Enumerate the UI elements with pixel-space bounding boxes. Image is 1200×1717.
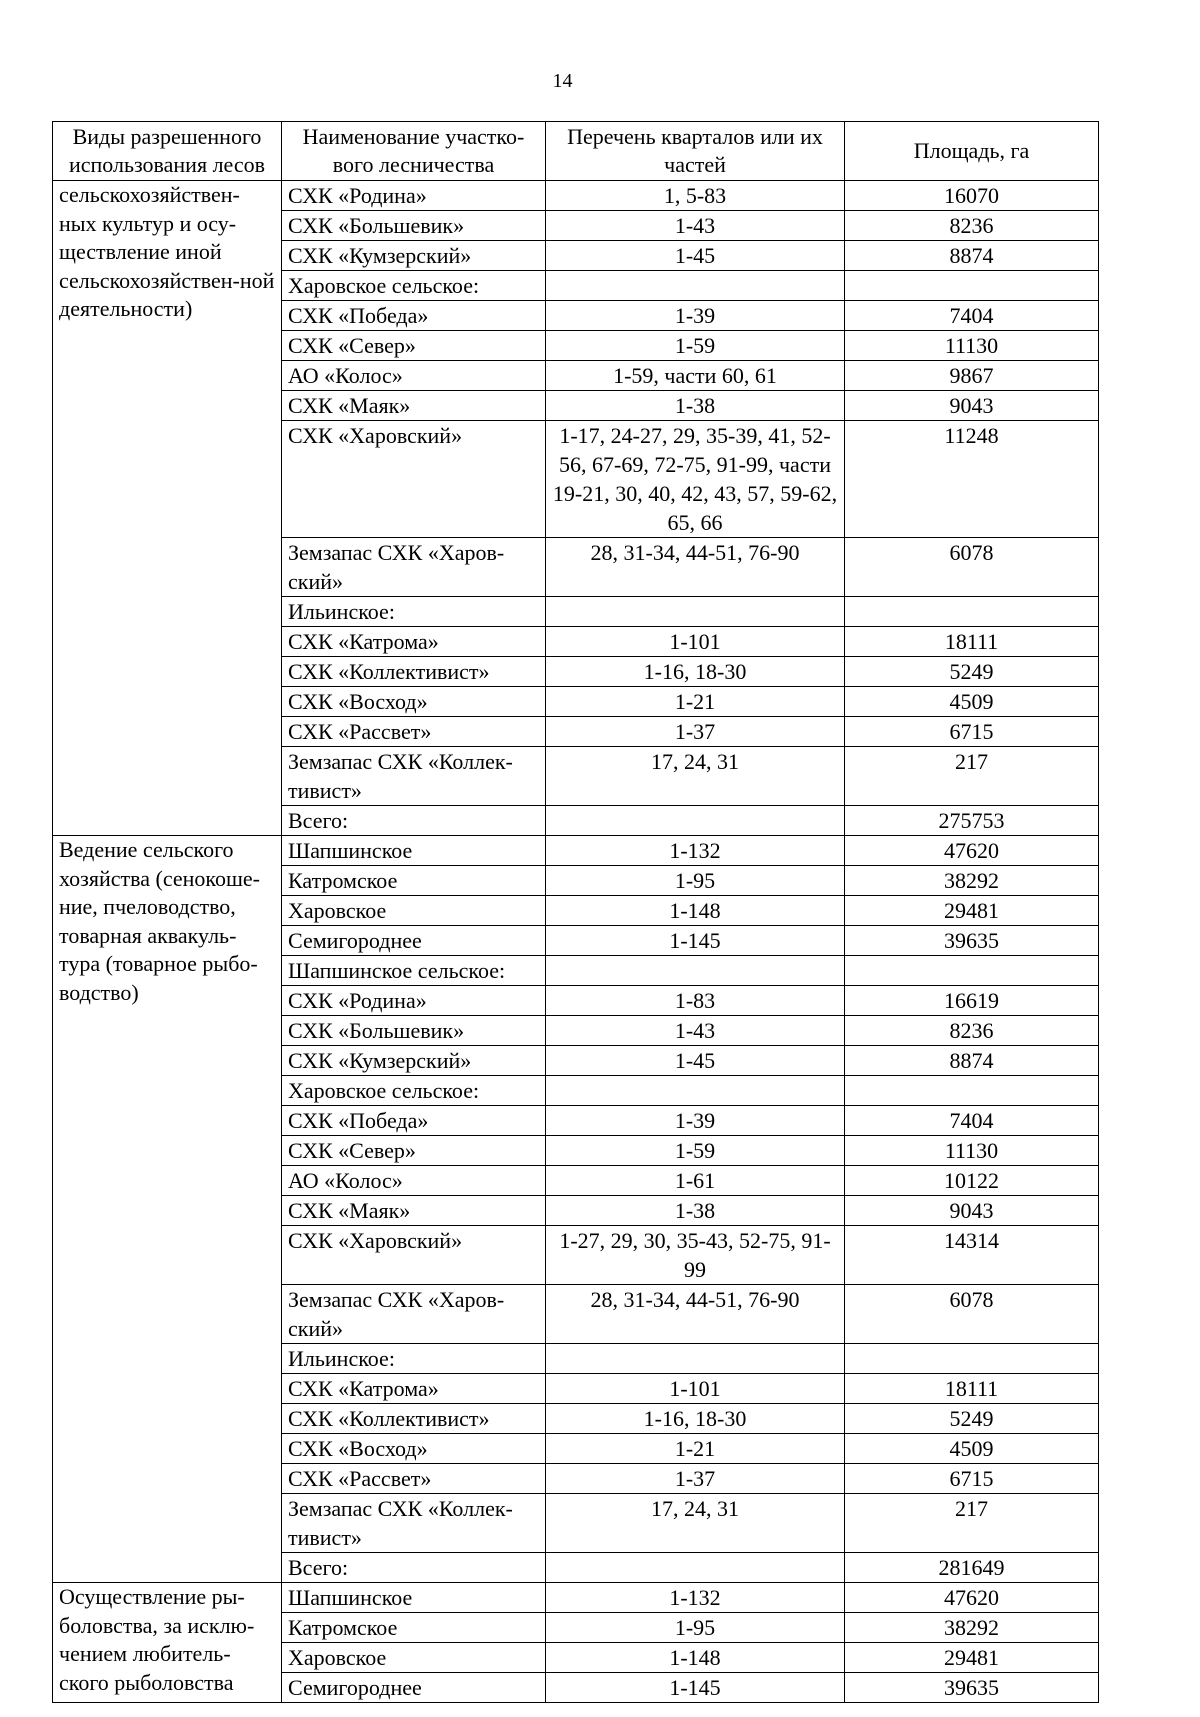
area-cell: 8236	[845, 211, 1099, 241]
area-cell: 4509	[845, 687, 1099, 717]
header-kind: Виды разрешенного использования лесов	[53, 122, 282, 181]
quarters-cell: 1-21	[546, 1434, 845, 1464]
area-cell: 18111	[845, 627, 1099, 657]
area-cell: 8236	[845, 1016, 1099, 1046]
forestry-name-cell: СХК «Большевик»	[282, 1016, 546, 1046]
quarters-cell: 1-101	[546, 627, 845, 657]
quarters-cell: 1-16, 18-30	[546, 657, 845, 687]
forestry-name-cell: СХК «Катрома»	[282, 1374, 546, 1404]
area-cell: 217	[845, 1494, 1099, 1553]
area-cell: 47620	[845, 836, 1099, 866]
area-cell: 5249	[845, 657, 1099, 687]
area-cell: 217	[845, 747, 1099, 806]
quarters-cell: 1-132	[546, 836, 845, 866]
quarters-cell: 1-43	[546, 211, 845, 241]
forestry-name-cell: СХК «Север»	[282, 1136, 546, 1166]
area-cell: 5249	[845, 1404, 1099, 1434]
use-kind-cell: сельскохозяйствен-ных культур и осу-ществление иной сельскохозяйствен-ной деятельности)	[53, 181, 282, 836]
table-row	[53, 1583, 1099, 1613]
area-cell: 7404	[845, 1106, 1099, 1136]
quarters-cell: 1-37	[546, 717, 845, 747]
forestry-name-cell: СХК «Север»	[282, 331, 546, 361]
forestry-name-cell: Всего:	[282, 1553, 546, 1583]
forestry-name-cell: АО «Колос»	[282, 1166, 546, 1196]
quarters-cell: 1-83	[546, 986, 845, 1016]
forestry-name-cell: СХК «Коллективист»	[282, 657, 546, 687]
use-kind-cell: Ведение сельского хозяйства (сенокоше-ние, пчеловодство, товарная аквакуль-тура (товарное рыбо-водство)	[53, 836, 282, 1583]
area-cell: 11130	[845, 1136, 1099, 1166]
table-row	[53, 836, 1099, 866]
quarters-cell: 1-37	[546, 1464, 845, 1494]
quarters-cell: 1-145	[546, 926, 845, 956]
quarters-cell	[546, 597, 845, 627]
area-cell: 11130	[845, 331, 1099, 361]
area-cell: 6078	[845, 538, 1099, 597]
quarters-cell: 1-101	[546, 1374, 845, 1404]
area-cell: 281649	[845, 1553, 1099, 1583]
quarters-cell: 17, 24, 31	[546, 747, 845, 806]
area-cell	[845, 956, 1099, 986]
quarters-cell: 1-148	[546, 896, 845, 926]
forestry-name-cell: СХК «Харовский»	[282, 421, 546, 538]
area-cell: 29481	[845, 1643, 1099, 1673]
area-cell	[845, 1344, 1099, 1374]
forestry-name-cell: СХК «Маяк»	[282, 1196, 546, 1226]
quarters-cell: 1-45	[546, 241, 845, 271]
header-row	[53, 122, 1099, 181]
area-cell: 6715	[845, 1464, 1099, 1494]
area-cell: 8874	[845, 1046, 1099, 1076]
quarters-cell: 1-39	[546, 301, 845, 331]
forestry-name-cell: Катромское	[282, 866, 546, 896]
area-cell: 39635	[845, 926, 1099, 956]
forestry-name-cell: Харовское	[282, 896, 546, 926]
forestry-name-cell: Катромское	[282, 1613, 546, 1643]
quarters-cell: 1-45	[546, 1046, 845, 1076]
area-cell	[845, 597, 1099, 627]
forestry-name-cell: СХК «Коллективист»	[282, 1404, 546, 1434]
forestry-name-cell: Ильинское:	[282, 1344, 546, 1374]
header-name: Наименование участко-вого лесничества	[282, 122, 546, 181]
area-cell: 29481	[845, 896, 1099, 926]
quarters-cell: 1-61	[546, 1166, 845, 1196]
quarters-cell: 1-17, 24-27, 29, 35-39, 41, 52-56, 67-69, 72-75, 91-99, части 19-21, 30, 40, 42, 43, 57, 59-62, 65, 66	[546, 421, 845, 538]
area-cell: 9867	[845, 361, 1099, 391]
quarters-cell: 28, 31-34, 44-51, 76-90	[546, 538, 845, 597]
forestry-name-cell: Семигороднее	[282, 1673, 546, 1703]
table-row	[53, 181, 1099, 211]
quarters-cell: 1-59	[546, 1136, 845, 1166]
forestry-name-cell: Харовское сельское:	[282, 1076, 546, 1106]
area-cell	[845, 271, 1099, 301]
area-cell: 47620	[845, 1583, 1099, 1613]
area-cell: 6715	[845, 717, 1099, 747]
area-cell: 6078	[845, 1285, 1099, 1344]
forestry-name-cell: Шапшинское сельское:	[282, 956, 546, 986]
forestry-name-cell: СХК «Победа»	[282, 1106, 546, 1136]
area-cell	[845, 1076, 1099, 1106]
quarters-cell: 1-59	[546, 331, 845, 361]
quarters-cell	[546, 956, 845, 986]
header-quarters: Перечень кварталов или их частей	[546, 122, 845, 181]
quarters-cell: 1-95	[546, 866, 845, 896]
forest-use-table	[52, 121, 1099, 1703]
forestry-name-cell: СХК «Родина»	[282, 181, 546, 211]
forestry-name-cell: СХК «Восход»	[282, 687, 546, 717]
forestry-name-cell: АО «Колос»	[282, 361, 546, 391]
forestry-name-cell: СХК «Родина»	[282, 986, 546, 1016]
quarters-cell: 1, 5-83	[546, 181, 845, 211]
forestry-name-cell: Земзапас СХК «Харов-ский»	[282, 1285, 546, 1344]
forestry-name-cell: Шапшинское	[282, 1583, 546, 1613]
quarters-cell	[546, 1344, 845, 1374]
quarters-cell: 28, 31-34, 44-51, 76-90	[546, 1285, 845, 1344]
forestry-name-cell: Харовское сельское:	[282, 271, 546, 301]
forestry-name-cell: Харовское	[282, 1643, 546, 1673]
quarters-cell: 1-145	[546, 1673, 845, 1703]
area-cell: 18111	[845, 1374, 1099, 1404]
forestry-name-cell: Земзапас СХК «Коллек-тивист»	[282, 747, 546, 806]
area-cell: 38292	[845, 866, 1099, 896]
quarters-cell: 1-132	[546, 1583, 845, 1613]
forestry-name-cell: СХК «Кумзерский»	[282, 1046, 546, 1076]
quarters-cell: 1-38	[546, 1196, 845, 1226]
quarters-cell: 1-39	[546, 1106, 845, 1136]
forestry-name-cell: Шапшинское	[282, 836, 546, 866]
forestry-name-cell: СХК «Харовский»	[282, 1226, 546, 1285]
area-cell: 16619	[845, 986, 1099, 1016]
quarters-cell	[546, 806, 845, 836]
page-number: 14	[552, 70, 573, 92]
forestry-name-cell: Земзапас СХК «Коллек-тивист»	[282, 1494, 546, 1553]
area-cell: 10122	[845, 1166, 1099, 1196]
area-cell: 4509	[845, 1434, 1099, 1464]
area-cell: 11248	[845, 421, 1099, 538]
forestry-name-cell: СХК «Большевик»	[282, 211, 546, 241]
area-cell: 7404	[845, 301, 1099, 331]
quarters-cell: 17, 24, 31	[546, 1494, 845, 1553]
quarters-cell	[546, 1553, 845, 1583]
area-cell: 9043	[845, 1196, 1099, 1226]
area-cell: 16070	[845, 181, 1099, 211]
forestry-name-cell: Семигороднее	[282, 926, 546, 956]
forestry-name-cell: Ильинское:	[282, 597, 546, 627]
quarters-cell: 1-43	[546, 1016, 845, 1046]
header-area: Площадь, га	[845, 122, 1099, 181]
forestry-name-cell: СХК «Маяк»	[282, 391, 546, 421]
area-cell: 9043	[845, 391, 1099, 421]
quarters-cell: 1-148	[546, 1643, 845, 1673]
quarters-cell: 1-95	[546, 1613, 845, 1643]
quarters-cell: 1-16, 18-30	[546, 1404, 845, 1434]
area-cell: 14314	[845, 1226, 1099, 1285]
quarters-cell: 1-38	[546, 391, 845, 421]
forestry-name-cell: Земзапас СХК «Харов-ский»	[282, 538, 546, 597]
quarters-cell: 1-27, 29, 30, 35-43, 52-75, 91-99	[546, 1226, 845, 1285]
area-cell: 38292	[845, 1613, 1099, 1643]
area-cell: 8874	[845, 241, 1099, 271]
quarters-cell	[546, 1076, 845, 1106]
quarters-cell: 1-21	[546, 687, 845, 717]
forestry-name-cell: СХК «Восход»	[282, 1434, 546, 1464]
forestry-name-cell: Всего:	[282, 806, 546, 836]
area-cell: 275753	[845, 806, 1099, 836]
forestry-name-cell: СХК «Победа»	[282, 301, 546, 331]
forestry-name-cell: СХК «Рассвет»	[282, 717, 546, 747]
forestry-name-cell: СХК «Кумзерский»	[282, 241, 546, 271]
table-body	[53, 181, 1099, 1703]
area-cell: 39635	[845, 1673, 1099, 1703]
forestry-name-cell: СХК «Рассвет»	[282, 1464, 546, 1494]
use-kind-cell: Осуществление ры-боловства, за исклю-чением любитель-ского рыболовства	[53, 1583, 282, 1703]
quarters-cell	[546, 271, 845, 301]
quarters-cell: 1-59, части 60, 61	[546, 361, 845, 391]
forestry-name-cell: СХК «Катрома»	[282, 627, 546, 657]
